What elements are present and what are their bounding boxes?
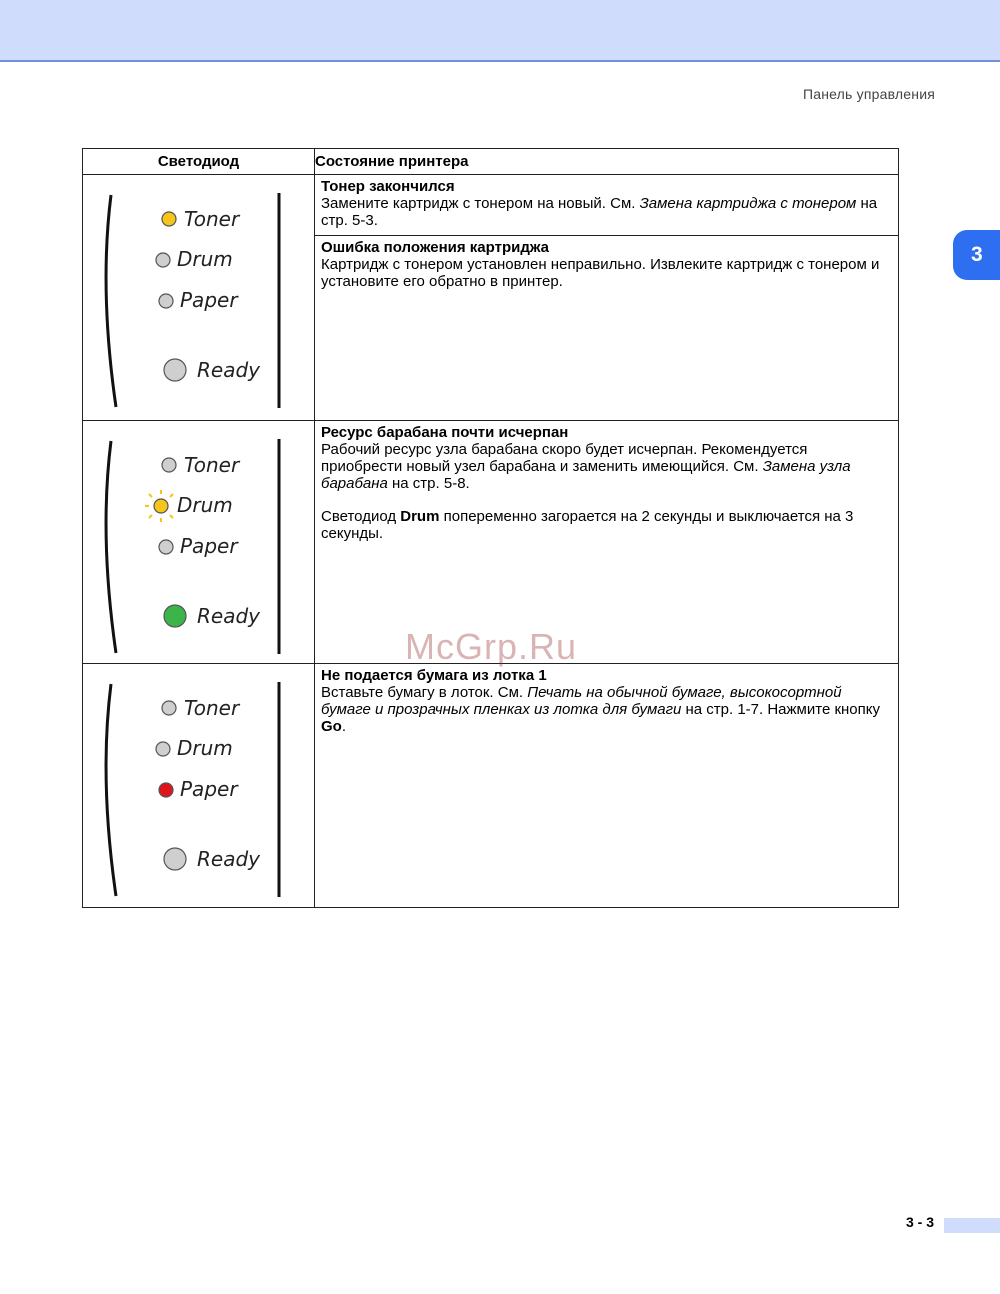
- state-title: Ошибка положения картриджа: [321, 239, 550, 256]
- panel-left-bracket: [106, 441, 116, 653]
- ready-led-icon: [164, 359, 186, 381]
- cross-reference[interactable]: Замена картриджа с тонером: [639, 195, 857, 212]
- state-description: Картридж с тонером установлен неправильно. Извлеките картридж с тонером и установите его обратно в принтер.: [321, 256, 880, 290]
- drum-led-icon: [156, 742, 170, 756]
- cross-reference[interactable]: Печать на обычной бумаге, высокосортной бумаге и прозрачных пленках из лотка для бумаги: [321, 684, 842, 718]
- paper-label: Paper: [180, 288, 238, 312]
- section-title: Панель управления: [802, 86, 935, 102]
- led-panel-cell: [83, 175, 315, 421]
- led-status-table: [82, 148, 899, 908]
- ready-led-icon: [164, 605, 186, 627]
- top-header-band: [0, 0, 1000, 62]
- ready-label: Ready: [197, 358, 260, 382]
- state-cell: [315, 236, 899, 421]
- state-title: Тонер закончился: [321, 178, 455, 195]
- drum-label: Drum: [177, 736, 233, 760]
- ready-led-icon: [164, 848, 186, 870]
- state-note: Светодиод Drum попеременно загорается на 2 секунды и выключается на 3 секунды.: [321, 508, 854, 542]
- toner-led-icon: [162, 701, 176, 715]
- drum-led-icon: [156, 253, 170, 267]
- panel-left-bracket: [106, 684, 116, 896]
- toner-led-icon: [162, 212, 176, 226]
- page-number: 3 - 3: [906, 1214, 935, 1230]
- led-panel-cell: [83, 421, 315, 664]
- paper-led-icon: [159, 783, 173, 797]
- state-description: Замените картридж с тонером на новый. См. Замена картриджа с тонером на стр. 5-3.: [321, 195, 878, 229]
- table-header-row: [83, 149, 899, 175]
- paper-led-icon: [159, 294, 173, 308]
- state-cell: [315, 664, 899, 908]
- watermark: McGrp.Ru: [405, 626, 578, 667]
- ready-label: Ready: [197, 604, 260, 628]
- toner-label: Toner: [184, 696, 240, 720]
- chapter-tab[interactable]: 3: [953, 230, 1000, 280]
- paper-label: Paper: [180, 777, 238, 801]
- paper-label: Paper: [180, 534, 238, 558]
- drum-label: Drum: [177, 493, 233, 517]
- state-description: Вставьте бумагу в лоток. См. Печать на обычной бумаге, высокосортной бумаге и прозрачных пленках из лотка для бумаги на стр. 1-7. Нажмите кнопку Go.: [321, 684, 880, 735]
- drum-label: Drum: [177, 247, 233, 271]
- ready-label: Ready: [197, 847, 260, 871]
- column-header-led: Светодиод: [83, 149, 315, 175]
- state-description: Рабочий ресурс узла барабана скоро будет исчерпан. Рекомендуется приобрести новый узел барабана и заменить имеющийся. См. Замена узла барабана на стр. 5-8.: [321, 441, 851, 492]
- toner-led-icon: [162, 458, 176, 472]
- go-button-label: Go: [321, 718, 342, 735]
- state-title: Не подается бумага из лотка 1: [321, 667, 547, 684]
- paper-led-icon: [159, 540, 173, 554]
- state-cell: [315, 175, 899, 236]
- panel-left-bracket: [106, 195, 116, 407]
- toner-label: Toner: [184, 453, 240, 477]
- state-cell: [315, 421, 899, 664]
- toner-label: Toner: [184, 207, 240, 231]
- page-number-bar: [944, 1218, 1000, 1233]
- state-title: Ресурс барабана почти исчерпан: [321, 424, 569, 441]
- column-header-state: Состояние принтера: [315, 149, 899, 175]
- table-row: [83, 175, 899, 236]
- cross-reference[interactable]: Замена узла барабана: [321, 458, 851, 492]
- led-panel-cell: [83, 664, 315, 908]
- drum-led-icon: [154, 499, 168, 513]
- table-row: [83, 664, 899, 908]
